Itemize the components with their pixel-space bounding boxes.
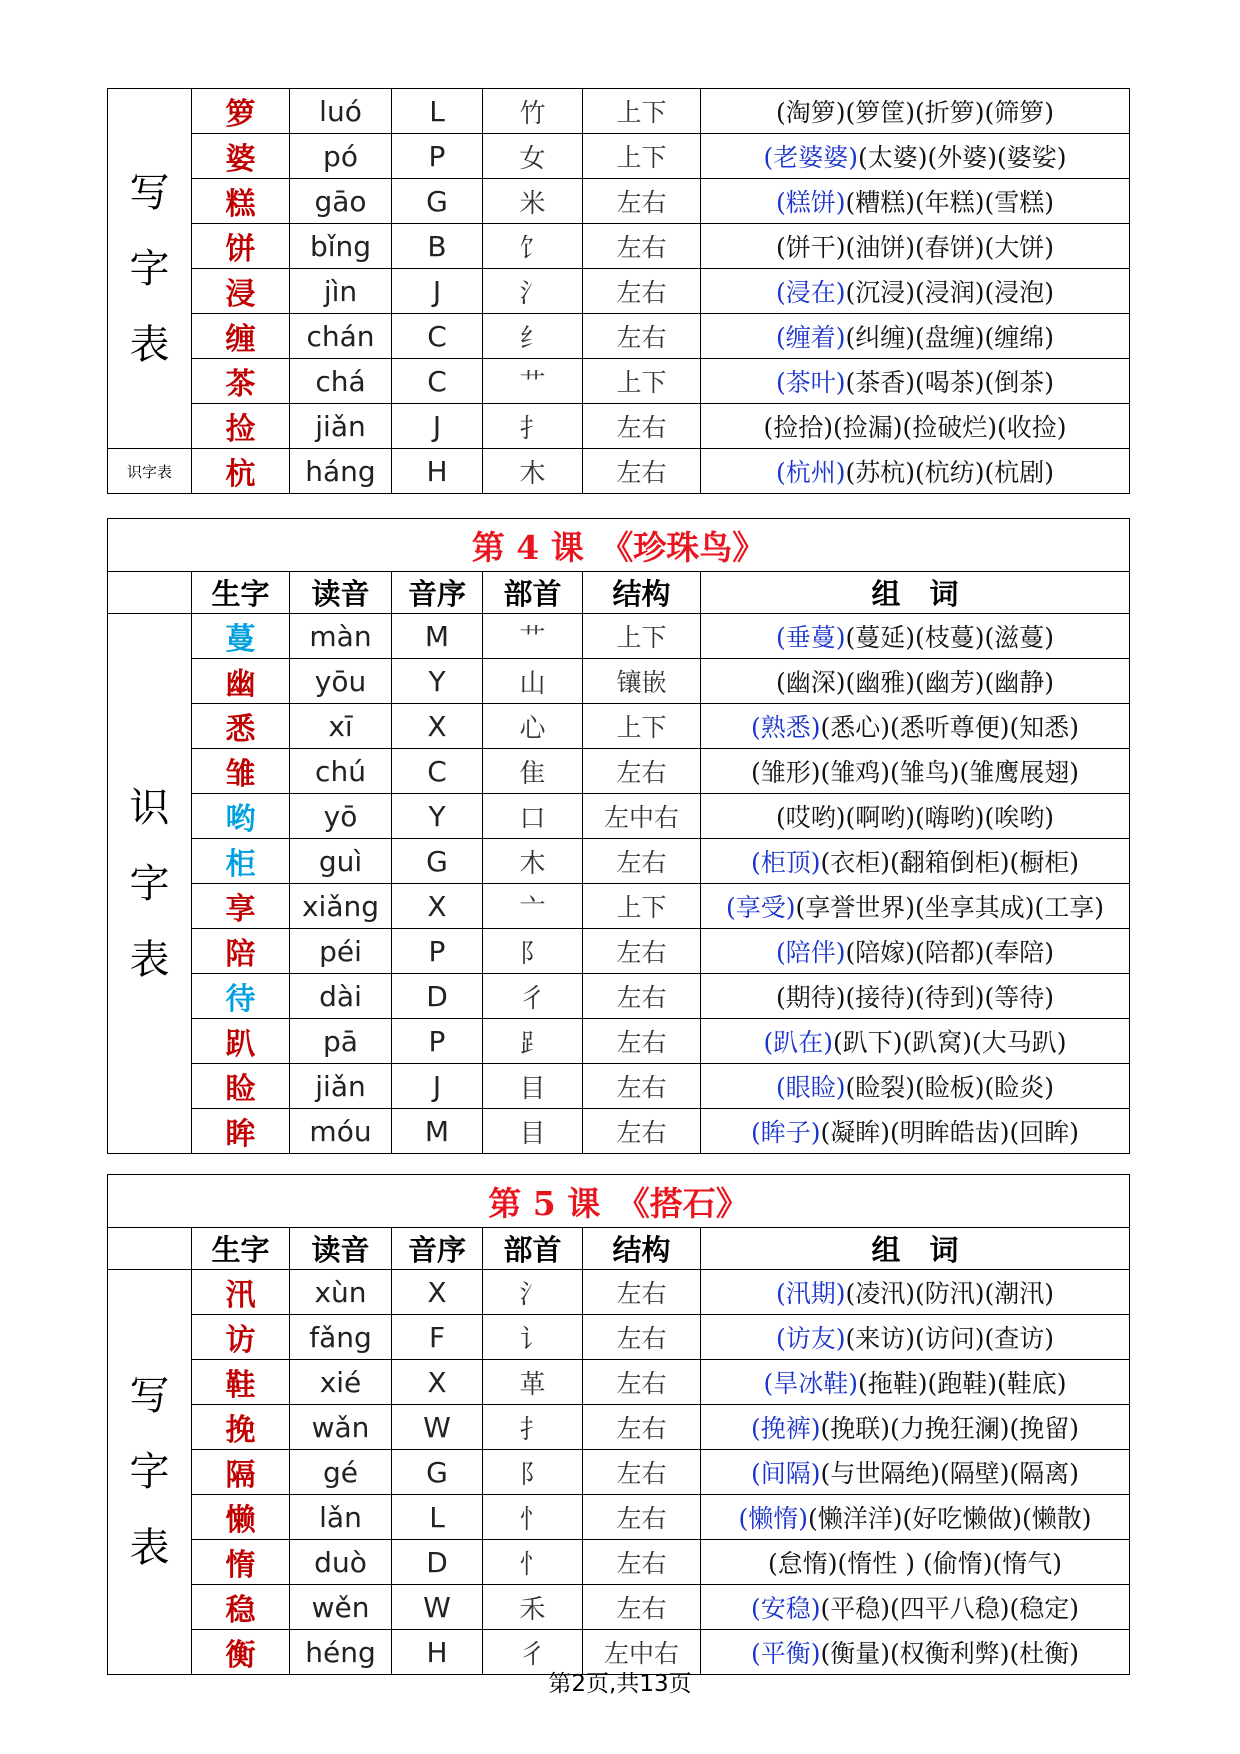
pinyin: gāo [290, 179, 392, 224]
word-list: (太婆)(外婆)(婆娑) [857, 143, 1067, 172]
lesson-title: 第 4 课 《珍珠鸟》 [108, 519, 1130, 572]
new-character: 糕 [192, 179, 290, 224]
page-number: 第2页,共13页 [548, 1671, 692, 1697]
highlighted-word: (挽裤) [750, 1414, 821, 1443]
word-combinations [701, 749, 1130, 794]
header-blank [108, 572, 192, 614]
header-radical: 部首 [483, 1228, 583, 1270]
word-list: (沉浸)(浸润)(浸泡) [845, 278, 1055, 307]
phonetic-order: C [392, 359, 483, 404]
structure: 左右 [583, 1270, 701, 1315]
word-combinations [701, 314, 1130, 359]
header-pinyin: 读音 [290, 572, 392, 614]
word-combinations [701, 1360, 1130, 1405]
phonetic-order: M [392, 614, 483, 659]
structure: 左右 [583, 1019, 701, 1064]
table-row [108, 89, 1130, 134]
table-row [108, 179, 1130, 224]
table-row [108, 224, 1130, 269]
structure: 左右 [583, 1495, 701, 1540]
structure: 左右 [583, 1315, 701, 1360]
word-combinations [701, 1495, 1130, 1540]
word-combinations [701, 929, 1130, 974]
table-row [108, 1585, 1130, 1630]
new-character: 陪 [192, 929, 290, 974]
table-row [108, 1360, 1130, 1405]
phonetic-order: F [392, 1315, 483, 1360]
table-row [108, 794, 1130, 839]
table-row [108, 1405, 1130, 1450]
word-combinations [701, 1064, 1130, 1109]
structure: 左右 [583, 1450, 701, 1495]
radical: 目 [483, 1109, 583, 1154]
structure: 左中右 [583, 794, 701, 839]
new-character: 懒 [192, 1495, 290, 1540]
word-combinations [701, 659, 1130, 704]
word-list: (衣柜)(翻箱倒柜)(橱柜) [820, 848, 1080, 877]
header-words: 组 词 [701, 1228, 1130, 1270]
word-combinations [701, 704, 1130, 749]
table-lesson3-continued [107, 88, 1130, 494]
header-pinyin: 读音 [290, 1228, 392, 1270]
word-list: (凝眸)(明眸皓齿)(回眸) [820, 1118, 1080, 1147]
pinyin: xī [290, 704, 392, 749]
word-list: (纠缠)(盘缠)(缠绵) [845, 323, 1055, 352]
side-label-char: 写 [129, 1373, 170, 1419]
table-row [108, 404, 1130, 449]
new-character: 蔓 [192, 614, 290, 659]
header-char: 生字 [192, 1228, 290, 1270]
structure: 左右 [583, 449, 701, 494]
word-combinations [701, 884, 1130, 929]
side-label-char: 字 [129, 245, 170, 292]
radical: 亠 [483, 884, 583, 929]
highlighted-word: (眼睑) [775, 1073, 846, 1102]
new-character: 缠 [192, 314, 290, 359]
side-label-char: 写 [129, 169, 170, 216]
highlighted-word: (浸在) [775, 278, 846, 307]
word-list: (雏形)(雏鸡)(雏鸟)(雏鹰展翅) [750, 758, 1080, 787]
header-row [108, 572, 1130, 614]
radical: 目 [483, 1064, 583, 1109]
structure: 上下 [583, 359, 701, 404]
new-character: 幽 [192, 659, 290, 704]
radical: 阝 [483, 929, 583, 974]
section-side-label [108, 89, 192, 449]
highlighted-word: (缠着) [775, 323, 846, 352]
side-label-char: 表 [129, 321, 170, 368]
word-list: (饼干)(油饼)(春饼)(大饼) [775, 233, 1055, 262]
radical: 禾 [483, 1585, 583, 1630]
phonetic-order: D [392, 974, 483, 1019]
table-lesson5 [107, 1174, 1130, 1675]
pinyin: pā [290, 1019, 392, 1064]
structure: 上下 [583, 89, 701, 134]
radical: 讠 [483, 1315, 583, 1360]
radical: 艹 [483, 614, 583, 659]
phonetic-order: B [392, 224, 483, 269]
structure: 左右 [583, 1540, 701, 1585]
radical: 米 [483, 179, 583, 224]
word-list: (淘箩)(箩筐)(折箩)(筛箩) [775, 98, 1055, 127]
table-row [108, 659, 1130, 704]
phonetic-order: X [392, 1360, 483, 1405]
table-row [108, 1495, 1130, 1540]
pinyin: yōu [290, 659, 392, 704]
section-side-label-small: 识字表 [108, 449, 192, 494]
phonetic-order: G [392, 839, 483, 884]
word-combinations [701, 179, 1130, 224]
phonetic-order: L [392, 89, 483, 134]
radical: 心 [483, 704, 583, 749]
phonetic-order: Y [392, 659, 483, 704]
pinyin: xiǎng [290, 884, 392, 929]
pinyin: màn [290, 614, 392, 659]
highlighted-word: (陪伴) [775, 938, 846, 967]
word-combinations [701, 1315, 1130, 1360]
structure: 左右 [583, 1405, 701, 1450]
pinyin: pó [290, 134, 392, 179]
new-character: 衡 [192, 1630, 290, 1675]
pinyin: móu [290, 1109, 392, 1154]
table-row [108, 614, 1130, 659]
highlighted-word: (享受) [725, 893, 796, 922]
new-character: 雏 [192, 749, 290, 794]
table-row [108, 1450, 1130, 1495]
word-list: (茶香)(喝茶)(倒茶) [845, 368, 1055, 397]
word-list: (与世隔绝)(隔壁)(隔离) [820, 1459, 1080, 1488]
new-character: 饼 [192, 224, 290, 269]
structure: 镶嵌 [583, 659, 701, 704]
radical: 扌 [483, 1405, 583, 1450]
new-character: 箩 [192, 89, 290, 134]
structure: 左中右 [583, 1630, 701, 1675]
radical: 忄 [483, 1495, 583, 1540]
section-side-label [108, 1270, 192, 1675]
radical: 饣 [483, 224, 583, 269]
word-combinations [701, 839, 1130, 884]
highlighted-word: (间隔) [750, 1459, 821, 1488]
word-list: (平稳)(四平八稳)(稳定) [820, 1594, 1080, 1623]
structure: 左右 [583, 314, 701, 359]
new-character: 浸 [192, 269, 290, 314]
word-combinations [701, 404, 1130, 449]
phonetic-order: Y [392, 794, 483, 839]
structure: 左右 [583, 1109, 701, 1154]
new-character: 捡 [192, 404, 290, 449]
word-combinations [701, 1450, 1130, 1495]
new-character: 挽 [192, 1405, 290, 1450]
table-row [108, 1064, 1130, 1109]
phonetic-order: G [392, 179, 483, 224]
word-combinations [701, 1019, 1130, 1064]
word-list: (衡量)(权衡利弊)(杜衡) [820, 1639, 1080, 1668]
phonetic-order: C [392, 314, 483, 359]
table-row [108, 359, 1130, 404]
word-list: (哎哟)(啊哟)(嗨哟)(唉哟) [775, 803, 1055, 832]
new-character: 鞋 [192, 1360, 290, 1405]
pinyin: fǎng [290, 1315, 392, 1360]
word-list: (期待)(接待)(待到)(等待) [775, 983, 1055, 1012]
new-character: 访 [192, 1315, 290, 1360]
new-character: 惰 [192, 1540, 290, 1585]
phonetic-order: P [392, 134, 483, 179]
word-combinations [701, 224, 1130, 269]
structure: 上下 [583, 134, 701, 179]
lesson-title: 第 5 课 《搭石》 [108, 1175, 1130, 1228]
side-label-char: 表 [129, 936, 170, 983]
word-combinations [701, 974, 1130, 1019]
pinyin: chán [290, 314, 392, 359]
pinyin: yō [290, 794, 392, 839]
table-row [108, 839, 1130, 884]
radical: 革 [483, 1360, 583, 1405]
table-row [108, 314, 1130, 359]
pinyin: duò [290, 1540, 392, 1585]
phonetic-order: M [392, 1109, 483, 1154]
radical: 阝 [483, 1450, 583, 1495]
highlighted-word: (眸子) [750, 1118, 821, 1147]
structure: 左右 [583, 839, 701, 884]
phonetic-order: C [392, 749, 483, 794]
highlighted-word: (垂蔓) [775, 623, 846, 652]
table-row [108, 884, 1130, 929]
word-combinations [701, 614, 1130, 659]
new-character: 悉 [192, 704, 290, 749]
highlighted-word: (平衡) [750, 1639, 821, 1668]
word-list: (苏杭)(杭纺)(杭剧) [845, 458, 1055, 487]
phonetic-order: G [392, 1450, 483, 1495]
word-list: (怠惰)(惰性 ) (偷惰)(惰气) [768, 1549, 1062, 1578]
phonetic-order: J [392, 269, 483, 314]
structure: 左右 [583, 179, 701, 224]
side-label-char: 字 [129, 860, 170, 907]
radical: 艹 [483, 359, 583, 404]
highlighted-word: (老婆婆) [763, 143, 858, 172]
radical: 口 [483, 794, 583, 839]
structure: 左右 [583, 974, 701, 1019]
pinyin: guì [290, 839, 392, 884]
word-list: (凌汛)(防汛)(潮汛) [845, 1279, 1055, 1308]
phonetic-order: H [392, 1630, 483, 1675]
word-list: (糟糕)(年糕)(雪糕) [845, 188, 1055, 217]
side-label-char: 识 [129, 784, 170, 831]
word-list: (享誉世界)(坐享其成)(工享) [795, 893, 1105, 922]
pinyin: chá [290, 359, 392, 404]
new-character: 茶 [192, 359, 290, 404]
structure: 左右 [583, 1064, 701, 1109]
pinyin: jiǎn [290, 404, 392, 449]
pinyin: jìn [290, 269, 392, 314]
radical: 彳 [483, 1630, 583, 1675]
table-lesson4 [107, 518, 1130, 1154]
structure: 左右 [583, 1360, 701, 1405]
radical: 彳 [483, 974, 583, 1019]
radical: 女 [483, 134, 583, 179]
radical: 氵 [483, 269, 583, 314]
new-character: 隔 [192, 1450, 290, 1495]
radical: 木 [483, 449, 583, 494]
table-row [108, 1270, 1130, 1315]
phonetic-order: P [392, 929, 483, 974]
header-structure: 结构 [583, 572, 701, 614]
radical: 扌 [483, 404, 583, 449]
table-row [108, 929, 1130, 974]
side-label-char: 字 [129, 1449, 170, 1495]
new-character: 待 [192, 974, 290, 1019]
word-list: (懒洋洋)(好吃懒做)(懒散) [807, 1504, 1092, 1533]
pinyin: péi [290, 929, 392, 974]
new-character: 杭 [192, 449, 290, 494]
word-list: (趴下)(趴窝)(大马趴) [832, 1028, 1067, 1057]
header-words: 组 词 [701, 572, 1130, 614]
word-list: (挽联)(力挽狂澜)(挽留) [820, 1414, 1080, 1443]
structure: 左右 [583, 929, 701, 974]
structure: 左右 [583, 404, 701, 449]
new-character: 睑 [192, 1064, 290, 1109]
structure: 上下 [583, 704, 701, 749]
header-blank [108, 1228, 192, 1270]
phonetic-order: X [392, 704, 483, 749]
new-character: 柜 [192, 839, 290, 884]
table-row [108, 974, 1130, 1019]
highlighted-word: (访友) [775, 1324, 846, 1353]
header-char: 生字 [192, 572, 290, 614]
phonetic-order: P [392, 1019, 483, 1064]
header-order: 音序 [392, 572, 483, 614]
highlighted-word: (旱冰鞋) [763, 1369, 858, 1398]
structure: 左右 [583, 1585, 701, 1630]
new-character: 婆 [192, 134, 290, 179]
highlighted-word: (茶叶) [775, 368, 846, 397]
pinyin: chú [290, 749, 392, 794]
phonetic-order: J [392, 404, 483, 449]
new-character: 眸 [192, 1109, 290, 1154]
table-row [108, 1540, 1130, 1585]
phonetic-order: W [392, 1405, 483, 1450]
word-combinations [701, 1585, 1130, 1630]
radical: 竹 [483, 89, 583, 134]
radical: 氵 [483, 1270, 583, 1315]
pinyin: wǎn [290, 1405, 392, 1450]
pinyin: háng [290, 449, 392, 494]
structure: 左右 [583, 749, 701, 794]
highlighted-word: (汛期) [775, 1279, 846, 1308]
new-character: 稳 [192, 1585, 290, 1630]
radical: 忄 [483, 1540, 583, 1585]
header-order: 音序 [392, 1228, 483, 1270]
pinyin: gé [290, 1450, 392, 1495]
new-character: 享 [192, 884, 290, 929]
table-row [108, 1109, 1130, 1154]
pinyin: bǐng [290, 224, 392, 269]
side-label-char: 表 [129, 1525, 170, 1571]
word-combinations [701, 1270, 1130, 1315]
word-list: (拖鞋)(跑鞋)(鞋底) [857, 1369, 1067, 1398]
radical: 山 [483, 659, 583, 704]
table-row [108, 269, 1130, 314]
structure: 上下 [583, 884, 701, 929]
word-combinations [701, 794, 1130, 839]
highlighted-word: (懒惰) [738, 1504, 808, 1533]
pinyin: xùn [290, 1270, 392, 1315]
word-combinations [701, 269, 1130, 314]
pinyin: wěn [290, 1585, 392, 1630]
pinyin: héng [290, 1630, 392, 1675]
phonetic-order: W [392, 1585, 483, 1630]
word-list: (悉心)(悉听尊便)(知悉) [820, 713, 1080, 742]
radical: 木 [483, 839, 583, 884]
table-row [108, 449, 1130, 494]
phonetic-order: X [392, 1270, 483, 1315]
radical: 隹 [483, 749, 583, 794]
word-list: (捡拾)(捡漏)(捡破烂)(收捡) [763, 413, 1067, 442]
word-list: (来访)(访问)(查访) [845, 1324, 1055, 1353]
table-row [108, 1315, 1130, 1360]
table-row [108, 749, 1130, 794]
new-character: 趴 [192, 1019, 290, 1064]
phonetic-order: D [392, 1540, 483, 1585]
word-combinations [701, 449, 1130, 494]
highlighted-word: (糕饼) [775, 188, 846, 217]
radical: 纟 [483, 314, 583, 359]
new-character: 哟 [192, 794, 290, 839]
highlighted-word: (安稳) [750, 1594, 821, 1623]
word-combinations [701, 1540, 1130, 1585]
table-row [108, 1019, 1130, 1064]
structure: 左右 [583, 224, 701, 269]
table-row [108, 134, 1130, 179]
word-list: (幽深)(幽雅)(幽芳)(幽静) [775, 668, 1055, 697]
highlighted-word: (熟悉) [750, 713, 821, 742]
table-row [108, 704, 1130, 749]
header-structure: 结构 [583, 1228, 701, 1270]
word-combinations [701, 89, 1130, 134]
word-list: (陪嫁)(陪都)(奉陪) [845, 938, 1055, 967]
word-combinations [701, 359, 1130, 404]
header-radical: 部首 [483, 572, 583, 614]
structure: 上下 [583, 614, 701, 659]
phonetic-order: J [392, 1064, 483, 1109]
new-character: 汛 [192, 1270, 290, 1315]
radical: ⻊ [483, 1019, 583, 1064]
word-list: (睑裂)(睑板)(睑炎) [845, 1073, 1055, 1102]
highlighted-word: (柜顶) [750, 848, 821, 877]
phonetic-order: L [392, 1495, 483, 1540]
pinyin: jiǎn [290, 1064, 392, 1109]
phonetic-order: H [392, 449, 483, 494]
section-side-label [108, 614, 192, 1154]
pinyin: xié [290, 1360, 392, 1405]
word-combinations [701, 1405, 1130, 1450]
phonetic-order: X [392, 884, 483, 929]
highlighted-word: (杭州) [775, 458, 846, 487]
word-combinations [701, 1109, 1130, 1154]
structure: 左右 [583, 269, 701, 314]
header-row [108, 1228, 1130, 1270]
pinyin: luó [290, 89, 392, 134]
word-combinations [701, 134, 1130, 179]
word-list: (蔓延)(枝蔓)(滋蔓) [845, 623, 1055, 652]
pinyin: dài [290, 974, 392, 1019]
highlighted-word: (趴在) [763, 1028, 833, 1057]
pinyin: lǎn [290, 1495, 392, 1540]
